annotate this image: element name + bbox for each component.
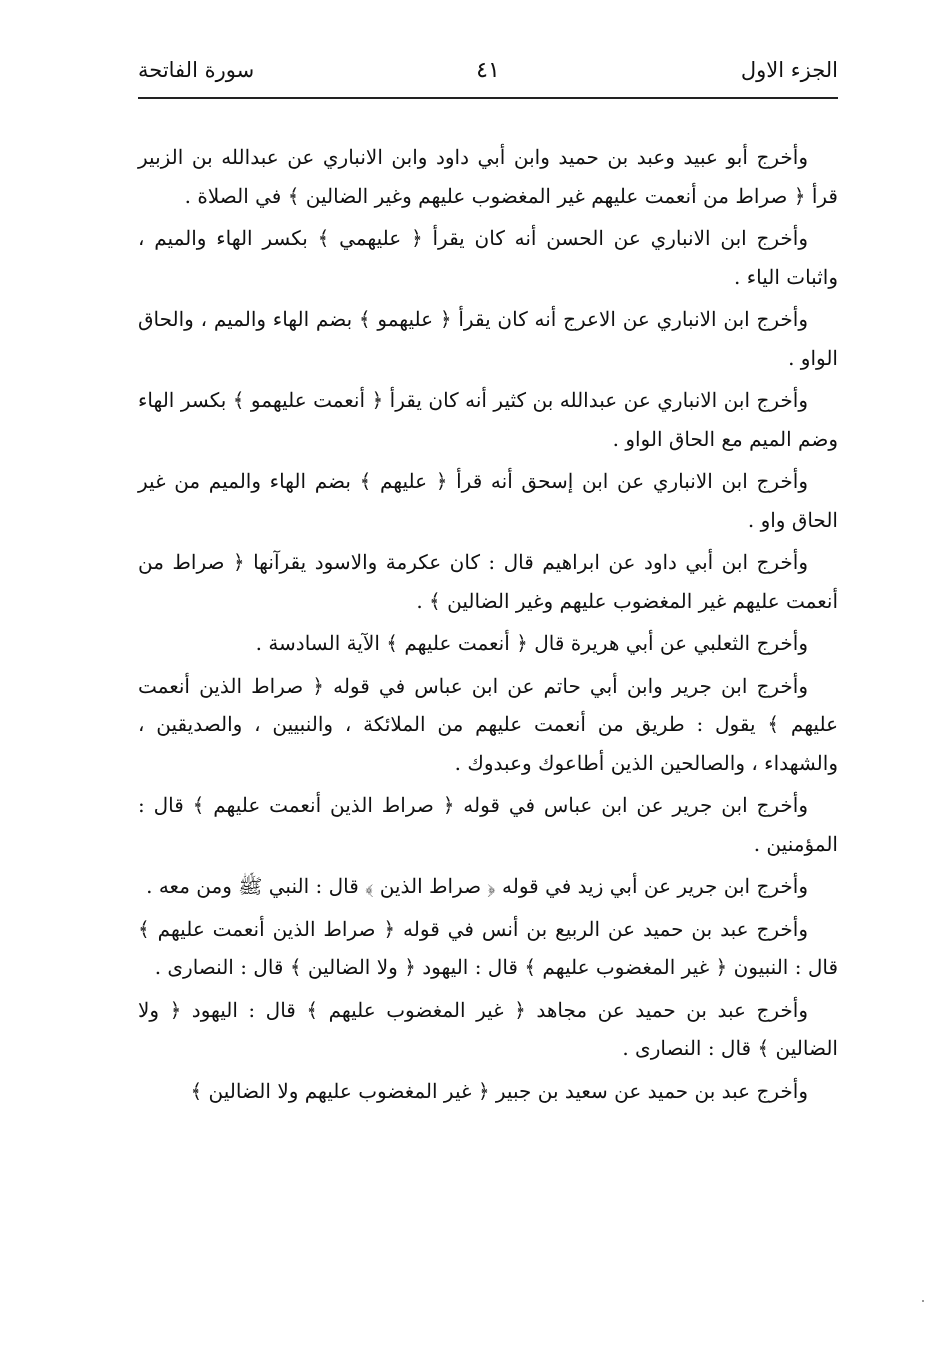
page-header (138, 58, 838, 98)
paragraph: وأخرج ابن أبي داود عن ابراهيم قال : كان عكرمة والاسود يقرآنها ﴿ صراط من أنعمت عليهم غير المغضوب عليهم وغير الضالين ﴾ . (138, 550, 838, 613)
paragraph: وأخرج ابن الانباري عن الحسن أنه كان يقرأ ﴿ عليهمي ﴾ بكسر الهاء والميم ، واثبات الياء . (138, 226, 838, 289)
volume-title: الجزء الاول (740, 58, 838, 82)
paragraph: وأخرج عبد بن حميد عن سعيد بن جبير ﴿ غير المغضوب عليهم ولا الضالين ﴾ (190, 1078, 808, 1103)
paragraph: وأخرج عبد بن حميد عن مجاهد ﴿ غير المغضوب عليهم ﴾ قال : اليهود ﴿ ولا الضالين ﴾ قال : النصارى . (138, 997, 838, 1060)
page-body (138, 138, 838, 1114)
paragraph: وأخرج ابن جرير عن أبي زيد في قوله ﴿ صراط الذين ﴾ قال : النبي ﷺ ومن معه . (146, 874, 808, 898)
paragraph: وأخرج عبد بن حميد عن الربيع بن أنس في قوله ﴿ صراط الذين أنعمت عليهم ﴾ قال : النبيون ﴿ غير المغضوب عليهم ﴾ قال : اليهود ﴿ ولا الضالين ﴾ قال : النصارى . (138, 916, 838, 979)
paragraph: وأخرج ابن الانباري عن ابن إسحق أنه قرأ ﴿ عليهم ﴾ بضم الهاء والميم من غير الحاق واو . (138, 469, 838, 532)
paragraph: وأخرج ابن جرير عن ابن عباس في قوله ﴿ صراط الذين أنعمت عليهم ﴾ قال : المؤمنين . (138, 793, 838, 856)
header-rule (138, 97, 838, 99)
page-number: ٤١ (476, 58, 500, 83)
paragraph: وأخرج ابن الانباري عن الاعرج أنه كان يقرأ ﴿ عليهمو ﴾ بضم الهاء والميم ، والحاق الواو . (138, 307, 838, 370)
paragraph: وأخرج الثعلبي عن أبي هريرة قال ﴿ أنعمت عليهم ﴾ الآية السادسة . (255, 631, 808, 655)
scan-speck (922, 1300, 924, 1302)
paragraph: وأخرج ابن جرير وابن أبي حاتم عن ابن عباس في قوله ﴿ صراط الذين أنعمت عليهم ﴾ يقول : طريق من أنعمت عليهم من الملائكة ، والنبيين ، والصديقين ، والشهداء ، والصالحين الذين أطاعوك وعبدوك . (138, 673, 838, 775)
paragraph: وأخرج ابن الانباري عن عبدالله بن كثير أنه كان يقرأ ﴿ أنعمت عليهمو ﴾ بكسر الهاء وضم الميم مع الحاق الواو . (138, 388, 838, 451)
surah-title: سورة الفاتحة (138, 58, 255, 82)
paragraph: وأخرج أبو عبيد وعبد بن حميد وابن أبي داود وابن الانباري عن عبدالله بن الزبير قرأ ﴿ صراط من أنعمت عليهم غير المغضوب عليهم وغير الضالين ﴾ في الصلاة . (138, 145, 838, 208)
